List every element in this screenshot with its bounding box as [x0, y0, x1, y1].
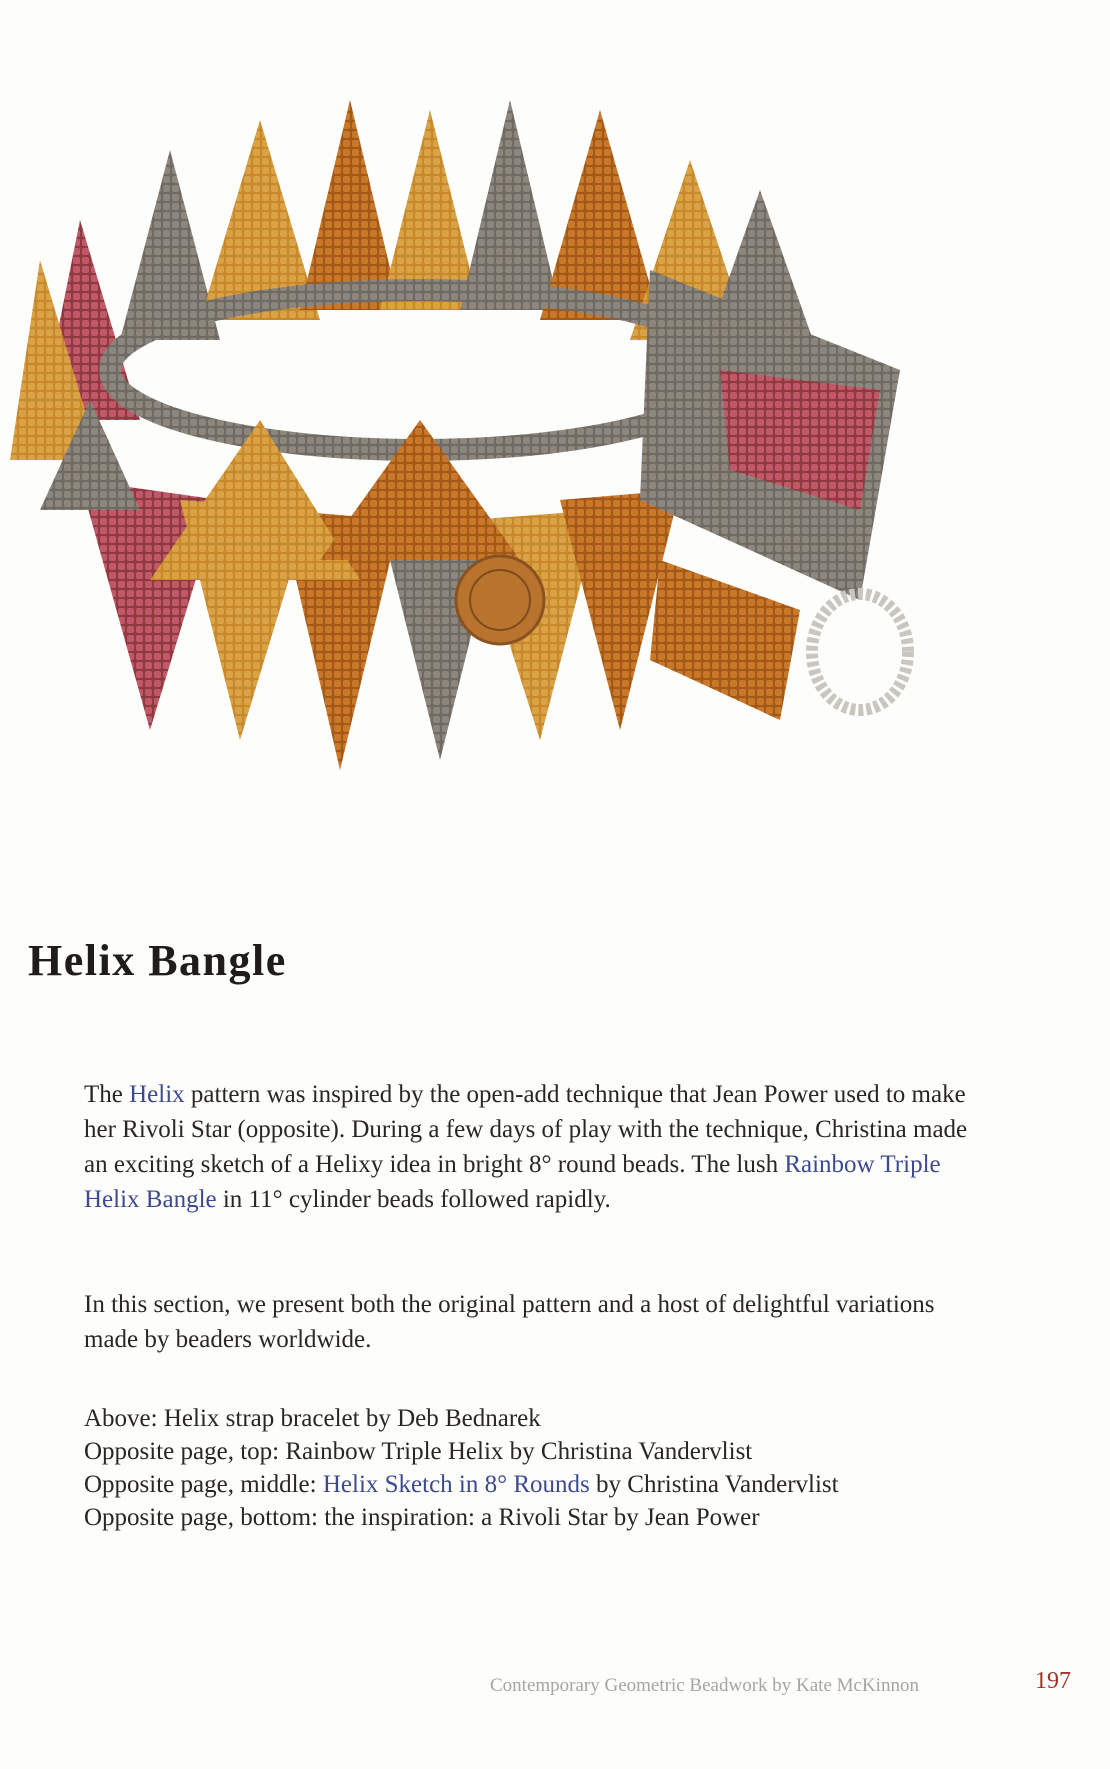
helix-link[interactable]: Helix	[129, 1081, 185, 1108]
credit-above: Above: Helix strap bracelet by Deb Bednarek	[84, 1405, 541, 1432]
page-number: 197	[1035, 1668, 1071, 1694]
helix-sketch-link[interactable]: Helix Sketch in 8° Rounds	[322, 1471, 590, 1498]
right-strap	[640, 270, 900, 720]
photo-credits	[84, 1402, 1044, 1534]
running-footer: Contemporary Geometric Beadwork by Kate McKinnon	[490, 1675, 919, 1696]
clasp-loop	[812, 594, 908, 710]
page-title: Helix Bangle	[28, 936, 287, 985]
credit-opposite-bottom: Opposite page, bottom: the inspiration: a Rivoli Star by Jean Power	[84, 1504, 760, 1531]
bracelet-illustration	[0, 40, 1010, 820]
rainbow-triple-helix-link[interactable]: Rainbow Triple Helix Bangle	[84, 1151, 941, 1213]
bracelet-photo	[0, 40, 1010, 820]
credit-opposite-middle: Opposite page, middle: Helix Sketch in 8° Rounds by Christina Vandervlist	[84, 1471, 839, 1498]
intro-paragraph: The Helix pattern was inspired by the open-add technique that Jean Power used to make her Rivoli Star (opposite). During a few days of play with the technique, Christina made an exciting sketch of a Helixy idea in bright 8° round beads. The lush Rainbow Triple Helix Bangle in 11° cylinder beads followed rapidly.	[84, 1081, 968, 1213]
credit-opposite-top: Opposite page, top: Rainbow Triple Helix by Christina Vandervlist	[84, 1438, 753, 1465]
section-paragraph: In this section, we present both the original pattern and a host of delightful variations made by beaders worldwide.	[84, 1291, 935, 1353]
